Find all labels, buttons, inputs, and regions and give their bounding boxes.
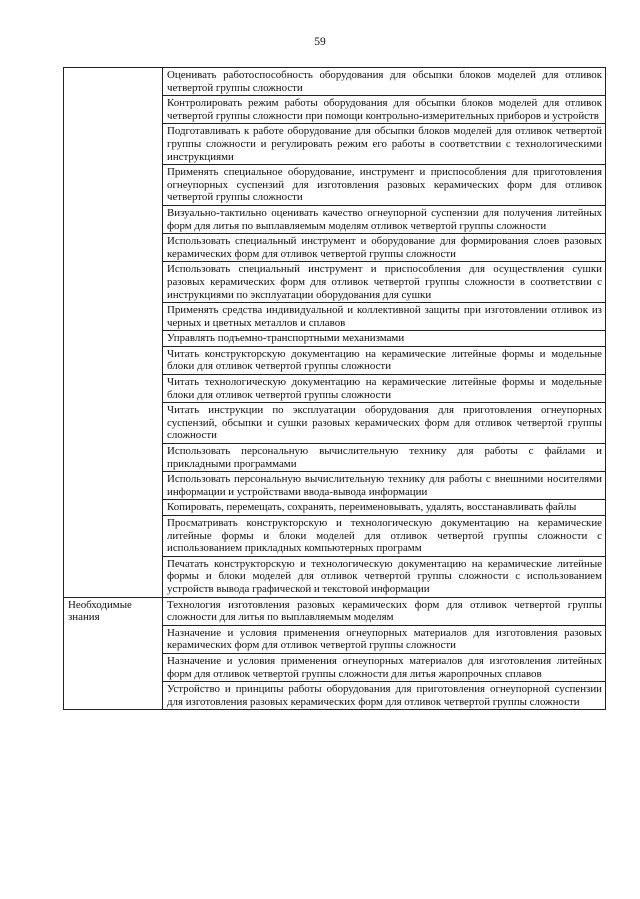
knowledge-item: Назначение и условия применения огнеупорных материалов для изготовления разовых керамических форм для отливок четвертой группы сложности: [163, 625, 606, 653]
skill-item: Копировать, перемещать, сохранять, переименовывать, удалять, восстанавливать файлы: [163, 500, 606, 516]
knowledge-item: Назначение и условия применения огнеупорных материалов для изготовления литейных форм для отливок четвертой группы сложности для литья жаропрочных сплавов: [163, 653, 606, 681]
knowledge-item: Технология изготовления разовых керамических форм для отливок четвертой группы сложности для литья по выплавляемым моделям: [163, 597, 606, 625]
skill-item: Читать инструкции по эксплуатации оборудования для приготовления огнеупорных суспензий, обсыпки и сушки разовых керамических форм для отливок четвертой группы сложности: [163, 403, 606, 444]
skill-item: Контролировать режим работы оборудования для обсыпки блоков моделей для отливок четвертой группы сложности при помощи контрольно-измерительных приборов и устройств: [163, 96, 606, 124]
skill-item: Читать технологическую документацию на керамические литейные формы и модельные блоки для отливок четвертой группы сложности: [163, 375, 606, 403]
skill-item: Читать конструкторскую документацию на керамические литейные формы и модельные блоки для отливок четвертой группы сложности: [163, 346, 606, 374]
table-body: [64, 68, 606, 710]
competency-table: [63, 67, 606, 710]
skill-item: Печатать конструкторскую и технологическую документацию на керамические литейные формы и блоки моделей для отливок четвертой группы сложности с использованием устройств вывода графической и текстовой информации: [163, 556, 606, 597]
skill-item: Использовать специальный инструмент и приспособления для осуществления сушки разовых керамических форм для отливок четвертой группы сложности в соответствии с инструкциями по эксплуатации оборудования для сушки: [163, 262, 606, 303]
skill-item: Визуально-тактильно оценивать качество огнеупорной суспензии для получения литейных форм для литья по выплавляемым моделям отливок четвертой группы сложности: [163, 205, 606, 233]
table-row: [64, 68, 606, 96]
skill-item: Применять средства индивидуальной и коллективной защиты при изготовлении отливок из черных и цветных металлов и сплавов: [163, 303, 606, 331]
table-row: [64, 597, 606, 625]
skill-item: Использовать персональную вычислительную технику для работы с файлами и прикладными программами: [163, 444, 606, 472]
skill-item: Использовать персональную вычислительную технику для работы с внешними носителями информации и устройствами ввода-вывода информации: [163, 472, 606, 500]
skills-label-cell: [64, 68, 163, 598]
knowledge-item: Устройство и принципы работы оборудования для приготовления огнеупорной суспензии для изготовления разовых керамических форм для отливок четвертой группы сложности: [163, 682, 606, 710]
knowledge-label: Необходимые знания: [64, 597, 163, 710]
skill-item: Управлять подъемно-транспортными механизмами: [163, 331, 606, 347]
skill-item: Подготавливать к работе оборудование для обсыпки блоков моделей для отливок четвертой группы сложности и регулировать режим его работы в соответствии с технологическими инструкциями: [163, 124, 606, 165]
skill-item: Просматривать конструкторскую и технологическую документацию на керамические литейные формы и блоки моделей для отливок четвертой группы сложности с использованием прикладных компьютерных программ: [163, 516, 606, 557]
skill-item: Оценивать работоспособность оборудования для обсыпки блоков моделей для отливок четвертой группы сложности: [163, 68, 606, 96]
page-number: 59: [314, 36, 326, 48]
skill-item: Использовать специальный инструмент и оборудование для формирования слоев разовых керамических форм для отливок четвертой группы сложности: [163, 234, 606, 262]
skill-item: Применять специальное оборудование, инструмент и приспособления для приготовления огнеупорных суспензий для изготовления разовых керамических форм для отливок четвертой группы сложности: [163, 165, 606, 206]
